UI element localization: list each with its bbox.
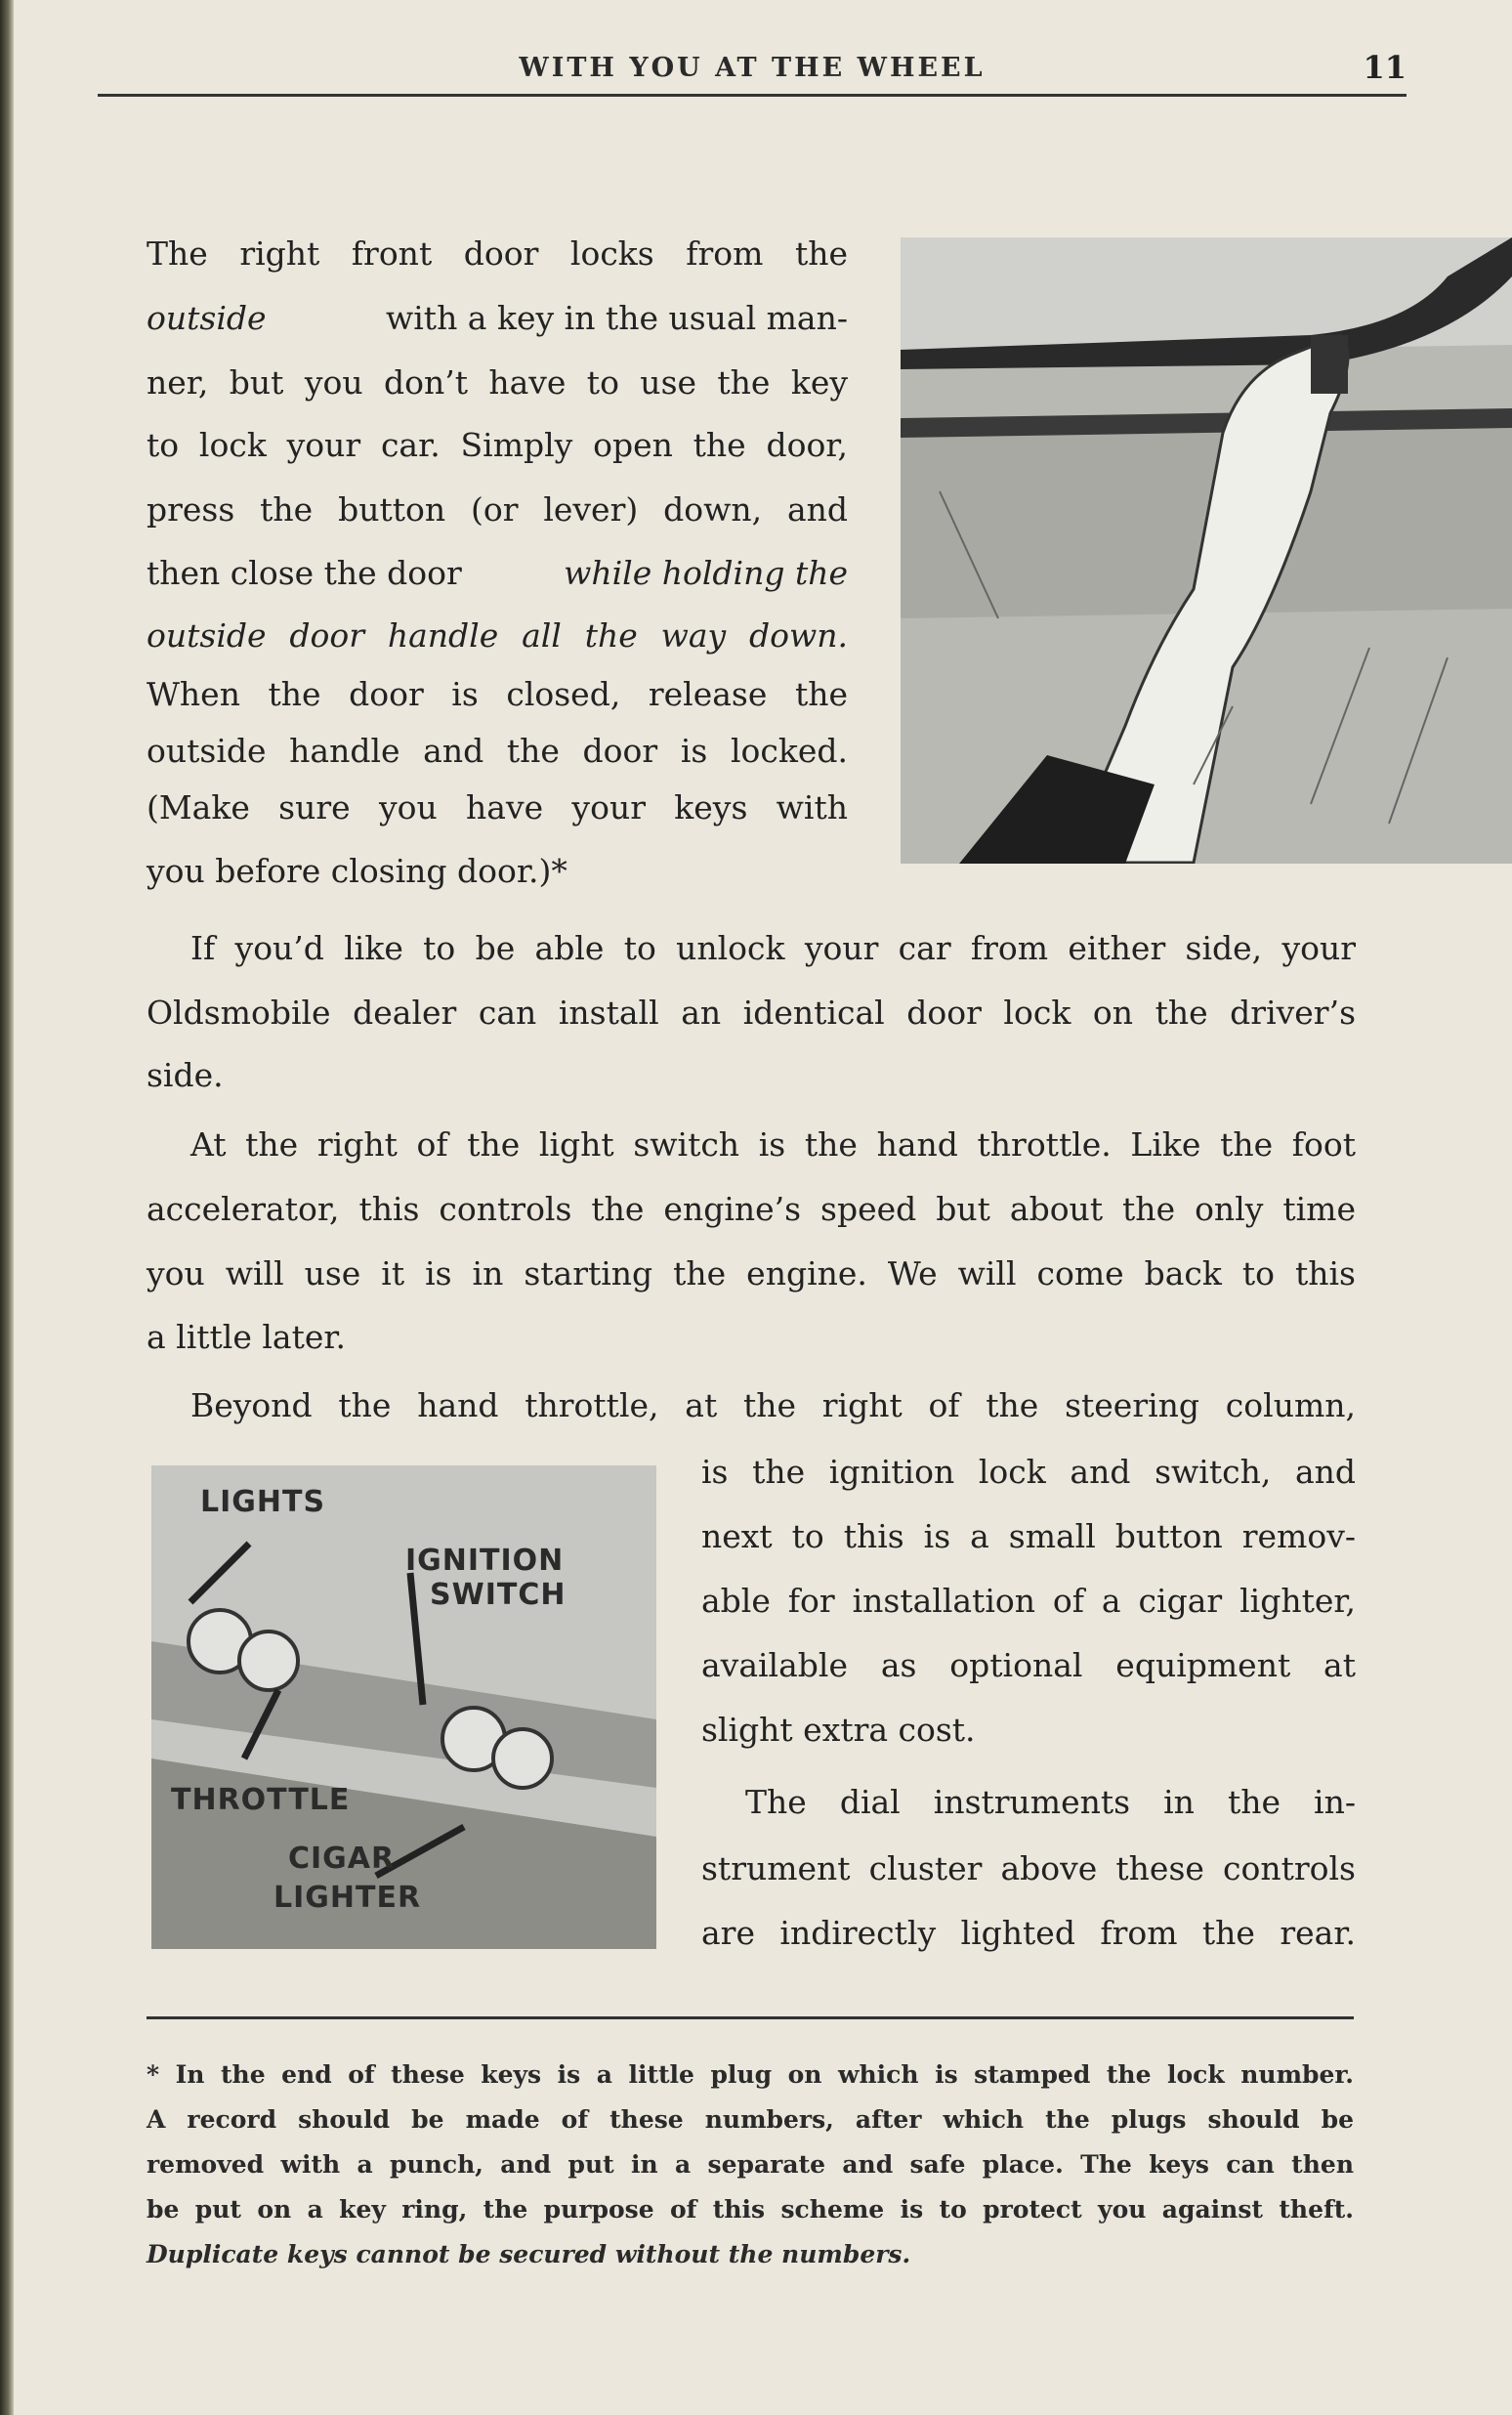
paragraph-1-line <box>147 352 848 414</box>
hand-pressing-door-button-drawing <box>901 237 1512 864</box>
label-cigar: CIGAR <box>288 1842 396 1876</box>
paragraph-1-line <box>147 479 848 541</box>
para4-line <box>701 1441 1356 1504</box>
book-spine-shadow <box>0 0 14 2415</box>
text: you will use it is in starting the engine. We will come back to this <box>147 1254 1356 1292</box>
paragraph-1-line <box>147 542 848 605</box>
para5-line <box>745 1771 1356 1834</box>
para3-line <box>147 1306 1356 1369</box>
label-throttle: THROTTLE <box>171 1783 351 1817</box>
footnote-line: be put on a key ring, the purpose of this scheme is to protect you against theft. <box>147 2195 1354 2224</box>
label-lighter: LIGHTER <box>273 1881 422 1915</box>
italic-text: outside <box>147 299 267 337</box>
text: At the right of the light switch is the hand throttle. Like the foot <box>190 1125 1356 1164</box>
text: able for installation of a cigar lighter, <box>701 1582 1356 1620</box>
text: ner, but you don’t have to use the key <box>147 363 848 402</box>
text: press the button (or lever) down, and <box>147 490 848 529</box>
text: The dial instruments in the in- <box>745 1783 1356 1821</box>
para3-line <box>190 1114 1356 1176</box>
text: (Make sure you have your keys with <box>147 788 848 826</box>
paragraph-1-line <box>147 223 848 285</box>
italic-text: while holding the <box>564 554 848 592</box>
text: available as optional equipment at <box>701 1646 1356 1684</box>
para4-line <box>190 1375 1356 1437</box>
text: to lock your car. Simply open the door, <box>147 426 848 464</box>
text: you before closing door.)* <box>147 852 567 890</box>
text: accelerator, this controls the engine’s speed but about the only time <box>147 1190 1356 1228</box>
para2-line <box>147 1044 1356 1107</box>
para3-line <box>147 1243 1356 1305</box>
italic-text: outside door handle all the way down. <box>147 616 848 655</box>
label-ignition: IGNITION <box>405 1544 565 1578</box>
text: are indirectly lighted from the rear. <box>701 1914 1356 1952</box>
text: If you’d like to be able to unlock your car from either side, your <box>190 929 1356 967</box>
footnote-line: * In the end of these keys is a little plug on which is stamped the lock number. <box>147 2060 1354 2089</box>
running-title: WITH YOU AT THE WHEEL <box>519 53 986 83</box>
footnote-line: Duplicate keys cannot be secured without the numbers. <box>147 2240 911 2268</box>
footnote-divider <box>147 2016 1354 2019</box>
paragraph-1-line <box>147 287 848 350</box>
text: strument cluster above these controls <box>701 1849 1356 1887</box>
text: When the door is closed, release the <box>147 675 848 713</box>
paragraph-1-line <box>147 720 848 783</box>
text: The right front door locks from the <box>147 234 848 273</box>
dashboard-controls-drawing <box>151 1465 656 1949</box>
paragraph-1-line <box>147 840 848 903</box>
running-header <box>98 49 1407 97</box>
text: Beyond the hand throttle, at the right of the steering column, <box>190 1386 1356 1424</box>
para2-line <box>147 982 1356 1044</box>
text: then close the door <box>147 554 473 592</box>
para4-line <box>701 1634 1356 1697</box>
text: Oldsmobile dealer can install an identical door lock on the driver’s <box>147 994 1356 1032</box>
para5-line <box>701 1902 1356 1965</box>
label-switch: SWITCH <box>430 1578 567 1612</box>
door-lock-illustration <box>901 237 1512 864</box>
text: a little later. <box>147 1318 347 1356</box>
para5-line <box>701 1838 1356 1900</box>
page-number: 11 <box>1363 49 1407 86</box>
para2-line <box>190 917 1356 980</box>
para4-line <box>701 1570 1356 1632</box>
dashboard-controls-photo <box>151 1465 656 1949</box>
footnote-line: removed with a punch, and put in a separate and safe place. The keys can then <box>147 2150 1354 2179</box>
paragraph-1-line <box>147 663 848 726</box>
para3-line <box>147 1178 1356 1241</box>
paragraph-1-line <box>147 777 848 839</box>
text: with a key in the usual man- <box>375 299 848 337</box>
text: is the ignition lock and switch, and <box>701 1453 1356 1491</box>
para4-line <box>701 1699 1356 1761</box>
para4-line <box>701 1505 1356 1568</box>
paragraph-1-line <box>147 414 848 477</box>
text: slight extra cost. <box>701 1711 976 1749</box>
text: next to this is a small button remov- <box>701 1517 1356 1555</box>
label-lights: LIGHTS <box>200 1485 326 1519</box>
text: side. <box>147 1056 224 1094</box>
paragraph-1-line <box>147 605 848 667</box>
text: outside handle and the door is locked. <box>147 732 848 770</box>
footnote-line: A record should be made of these numbers, after which the plugs should be <box>147 2105 1354 2134</box>
